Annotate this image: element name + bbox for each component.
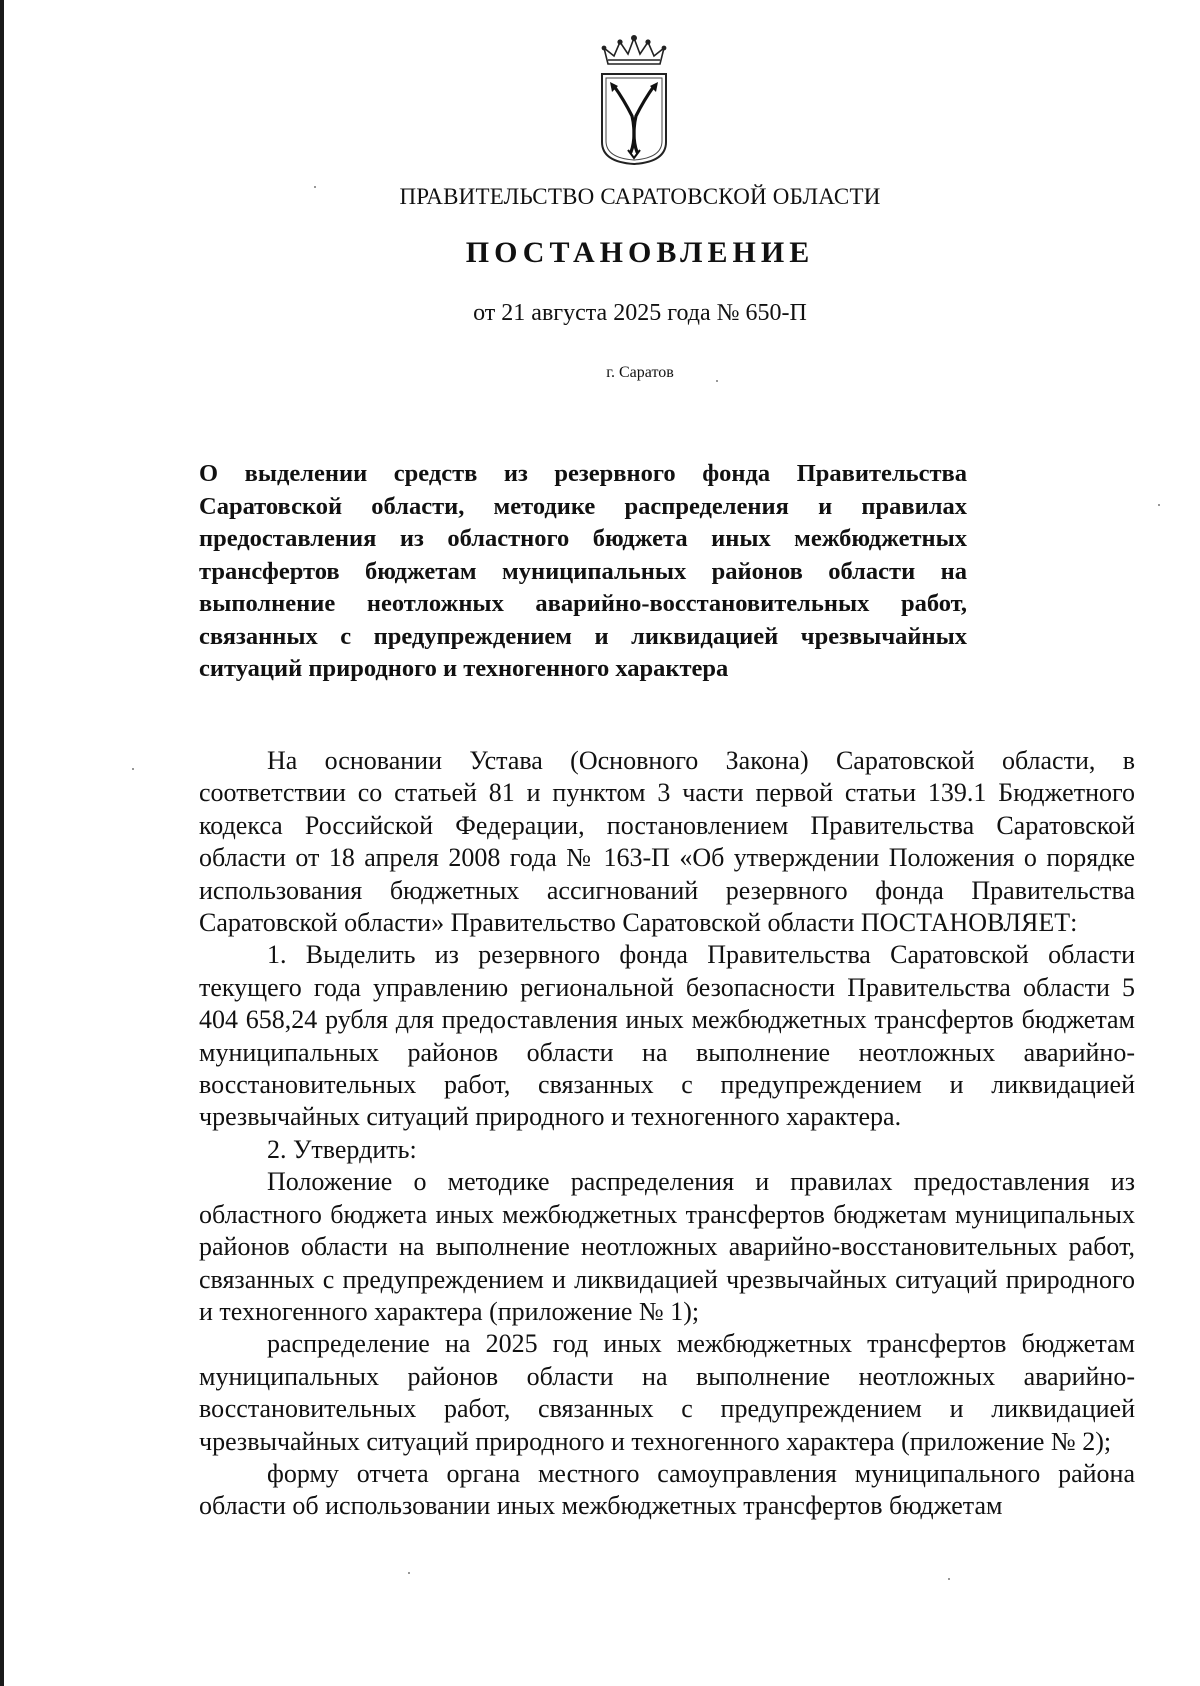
document-title: О выделении средств из резервного фонда Правительства Саратовской области, методике распределения и правилах предоставления из областного бюджета иных межбюджетных трансфертов бюджетам муниципальных районов области на выполнение неотложных аварийно-восстановительных работ, связанных с предупреждением и ликвидацией чрезвычайных ситуаций природного и техногенного характера: [199, 460, 967, 682]
document-date-number: от 21 августа 2025 года № 650-П: [473, 300, 807, 326]
scan-speck: [716, 380, 718, 382]
scan-speck: [314, 186, 316, 188]
government-name: ПРАВИТЕЛЬСТВО САРАТОВСКОЙ ОБЛАСТИ: [399, 184, 881, 209]
scan-speck: [1158, 504, 1160, 506]
clause-1-paragraph: 1. Выделить из резервного фонда Правительства Саратовской области текущего года управлению региональной безопасности Правительства области 5 404 658,24 рубля для предоставления иных межбюджетных трансфертов бюджетам муниципальных районов области на выполнение неотложных аварийно-восстановительных работ, связанных с предупреждением и ликвидацией чрезвычайных ситуаций природного и техногенного характера.: [199, 940, 1135, 1132]
scan-speck: [948, 1578, 950, 1580]
preamble-paragraph: На основании Устава (Основного Закона) Саратовской области, в соответствии со статьей 81 и пунктом 3 части первой статьи 139.1 Бюджетного кодекса Российской Федерации, постановлением Правительства Саратовской области от 18 апреля 2008 года № 163-П «Об утверждении Положения о порядке использования бюджетных ассигнований резервного фонда Правительства Саратовской области» Правительство Саратовской области ПОСТАНОВЛЯЕТ:: [199, 746, 1135, 938]
appendix-1-paragraph: Положение о методике распределения и правилах предоставления из областного бюджета иных межбюджетных трансфертов бюджетам муниципальных районов области на выполнение неотложных аварийно-восстановительных работ, связанных с предупреждением и ликвидацией чрезвычайных ситуаций природного и техногенного характера (приложение № 1);: [199, 1167, 1135, 1326]
report-form-paragraph: форму отчета органа местного самоуправления муниципального района области об использовании иных межбюджетных трансфертов бюджетам: [199, 1458, 1135, 1521]
clause-2-paragraph: 2. Утвердить:: [267, 1134, 417, 1164]
document-type: ПОСТАНОВЛЕНИЕ: [465, 236, 815, 269]
scan-speck: [132, 768, 134, 770]
scan-speck: [408, 1572, 410, 1574]
document-body: [199, 745, 1135, 1523]
document-city: г. Саратов: [606, 364, 674, 381]
appendix-2-paragraph: распределение на 2025 год иных межбюджетных трансфертов бюджетам муниципальных районов области на выполнение неотложных аварийно-восстановительных работ, связанных с предупреждением и ликвидацией чрезвычайных ситуаций природного и техногенного характера (приложение № 2);: [199, 1329, 1135, 1456]
saratov-coat-of-arms-icon: [598, 34, 670, 166]
